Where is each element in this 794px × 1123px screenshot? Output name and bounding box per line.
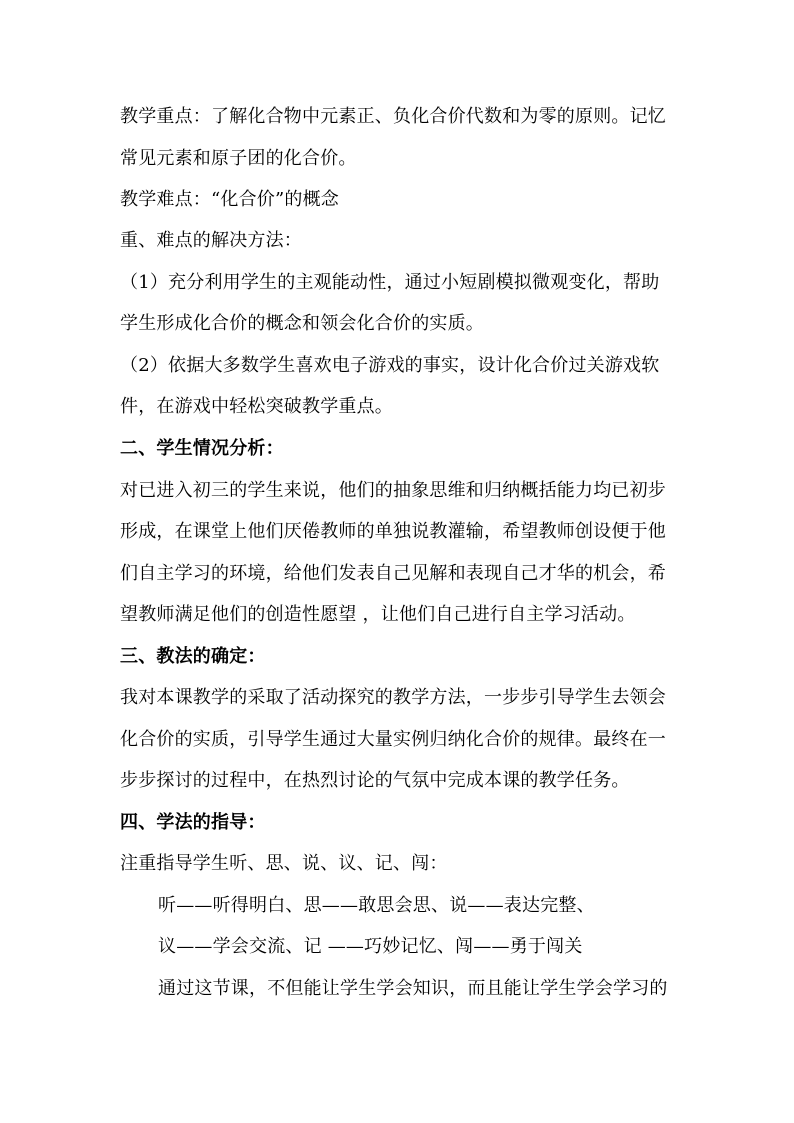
solution-methods-label: 重、难点的解决方法： bbox=[120, 230, 302, 251]
key-points-line-1: 教学重点：了解化合物中元素正、负化合价代数和为零的原则。记忆 bbox=[120, 106, 666, 127]
teaching-method-line-2: 化合价的实质，引导学生通过大量实例归纳化合价的规律。最终在一 bbox=[120, 729, 666, 750]
key-points-line-2: 常见元素和原子团的化合价。 bbox=[120, 148, 357, 169]
closing-paragraph-line: 通过这节课，不但能让学生学会知识，而且能让学生学会学习的 bbox=[158, 978, 668, 999]
method-2-line-1: （2）依据大多数学生喜欢电子游戏的事实，设计化合价过关游戏软 bbox=[120, 355, 660, 376]
student-analysis-line-1: 对已进入初三的学生来说，他们的抽象思维和归纳概括能力均已初步 bbox=[120, 480, 666, 501]
section-4-heading: 四、学法的指导： bbox=[120, 812, 266, 833]
learning-guidance-item-1: 听——听得明白、思——敢思会思、说——表达完整、 bbox=[158, 895, 595, 916]
method-1-line-1: （1）充分利用学生的主观能动性，通过小短剧模拟微观变化，帮助 bbox=[120, 272, 660, 293]
student-analysis-line-3: 们自主学习的环境，给他们发表自己见解和表现自己才华的机会，希 bbox=[120, 563, 666, 584]
teaching-method-line-3: 步步探讨的过程中，在热烈讨论的气氛中完成本课的教学任务。 bbox=[120, 770, 630, 791]
student-analysis-line-2: 形成，在课堂上他们厌倦教师的单独说教灌输，希望教师创设便于他 bbox=[120, 521, 666, 542]
section-2-heading: 二、学生情况分析： bbox=[120, 438, 284, 459]
section-3-heading: 三、教法的确定： bbox=[120, 646, 266, 667]
learning-guidance-intro: 注重指导学生听、思、说、议、记、闯： bbox=[120, 853, 448, 874]
learning-guidance-item-2: 议——学会交流、记 ——巧妙记忆、闯——勇于闯关 bbox=[158, 936, 583, 957]
teaching-method-line-1: 我对本课教学的采取了活动探究的教学方法，一步步引导学生去领会 bbox=[120, 687, 666, 708]
difficult-points-line: 教学难点：“化合价”的概念 bbox=[120, 189, 340, 210]
method-2-line-2: 件，在游戏中轻松突破教学重点。 bbox=[120, 396, 393, 417]
method-1-line-2: 学生形成化合价的概念和领会化合价的实质。 bbox=[120, 313, 484, 334]
student-analysis-line-4: 望教师满足他们的创造性愿望 ，让他们自己进行自主学习活动。 bbox=[120, 604, 636, 625]
